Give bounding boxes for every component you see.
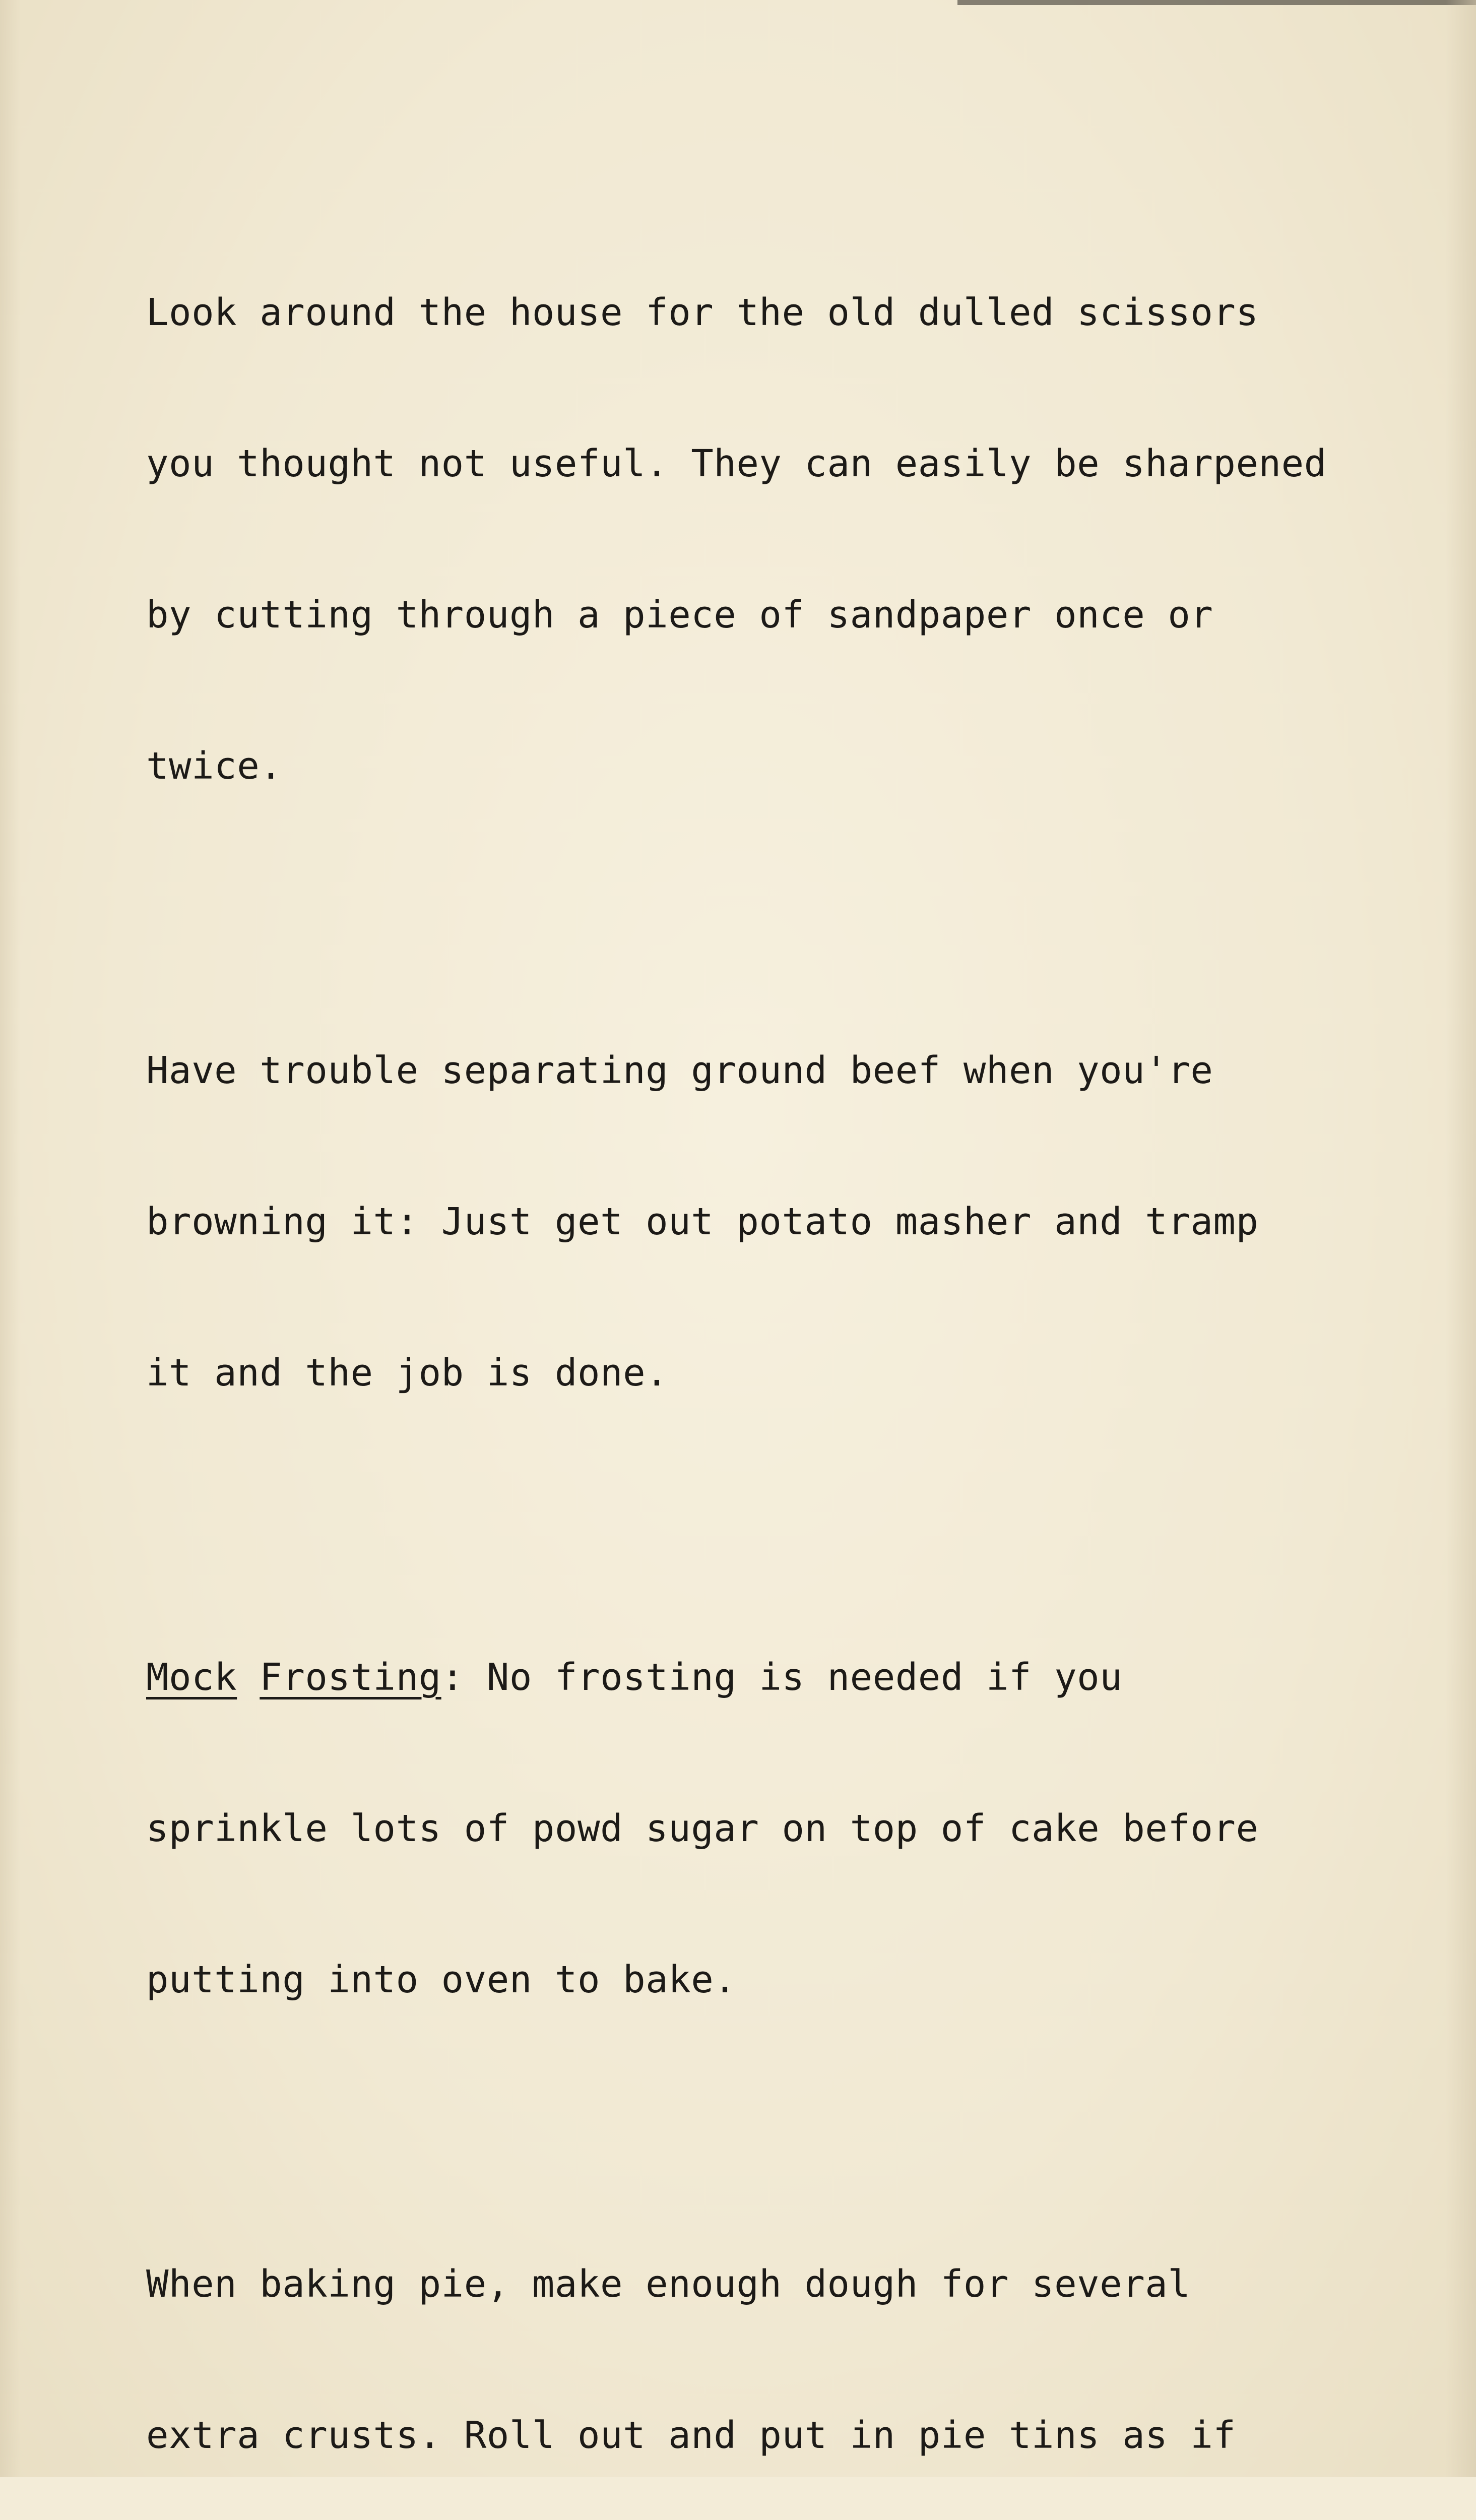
page-top-edge — [957, 0, 1476, 5]
heading-word: Frosting — [260, 1656, 441, 1699]
text-line: by cutting through a piece of sandpaper once or — [146, 593, 1213, 637]
text-line: it and the job is done. — [146, 1351, 669, 1395]
text-line: When baking pie, make enough dough for several — [146, 2262, 1191, 2306]
text-line — [146, 1652, 1456, 1703]
page-left-shadow — [0, 0, 20, 2477]
text-line: browning it: Just get out potato masher and tramp — [146, 1200, 1259, 1243]
text-line: putting into oven to bake. — [146, 1958, 737, 2001]
text-line: twice. — [146, 744, 283, 788]
text-line: you thought not useful. They can easily be sharpened — [146, 442, 1327, 485]
text-line: extra crusts. Roll out and put in pie tins as if — [146, 2414, 1236, 2457]
text-line: Have trouble separating ground beef when you're — [146, 1049, 1213, 1092]
heading-word: Mock — [146, 1656, 237, 1699]
text-fragment: No frosting is needed if you — [464, 1656, 1123, 1699]
tip-pie-crusts — [146, 2158, 1456, 2520]
text-line: Look around the house for the old dulled scissors — [146, 291, 1259, 334]
text-line: sprinkle lots of powd sugar on top of cake before — [146, 1807, 1259, 1850]
tip-ground-beef — [146, 944, 1456, 1499]
heading-colon: : — [441, 1656, 464, 1699]
tip-scissors — [146, 186, 1456, 892]
typed-tips-body — [146, 186, 1456, 2520]
tip-mock-frosting — [146, 1551, 1456, 2106]
